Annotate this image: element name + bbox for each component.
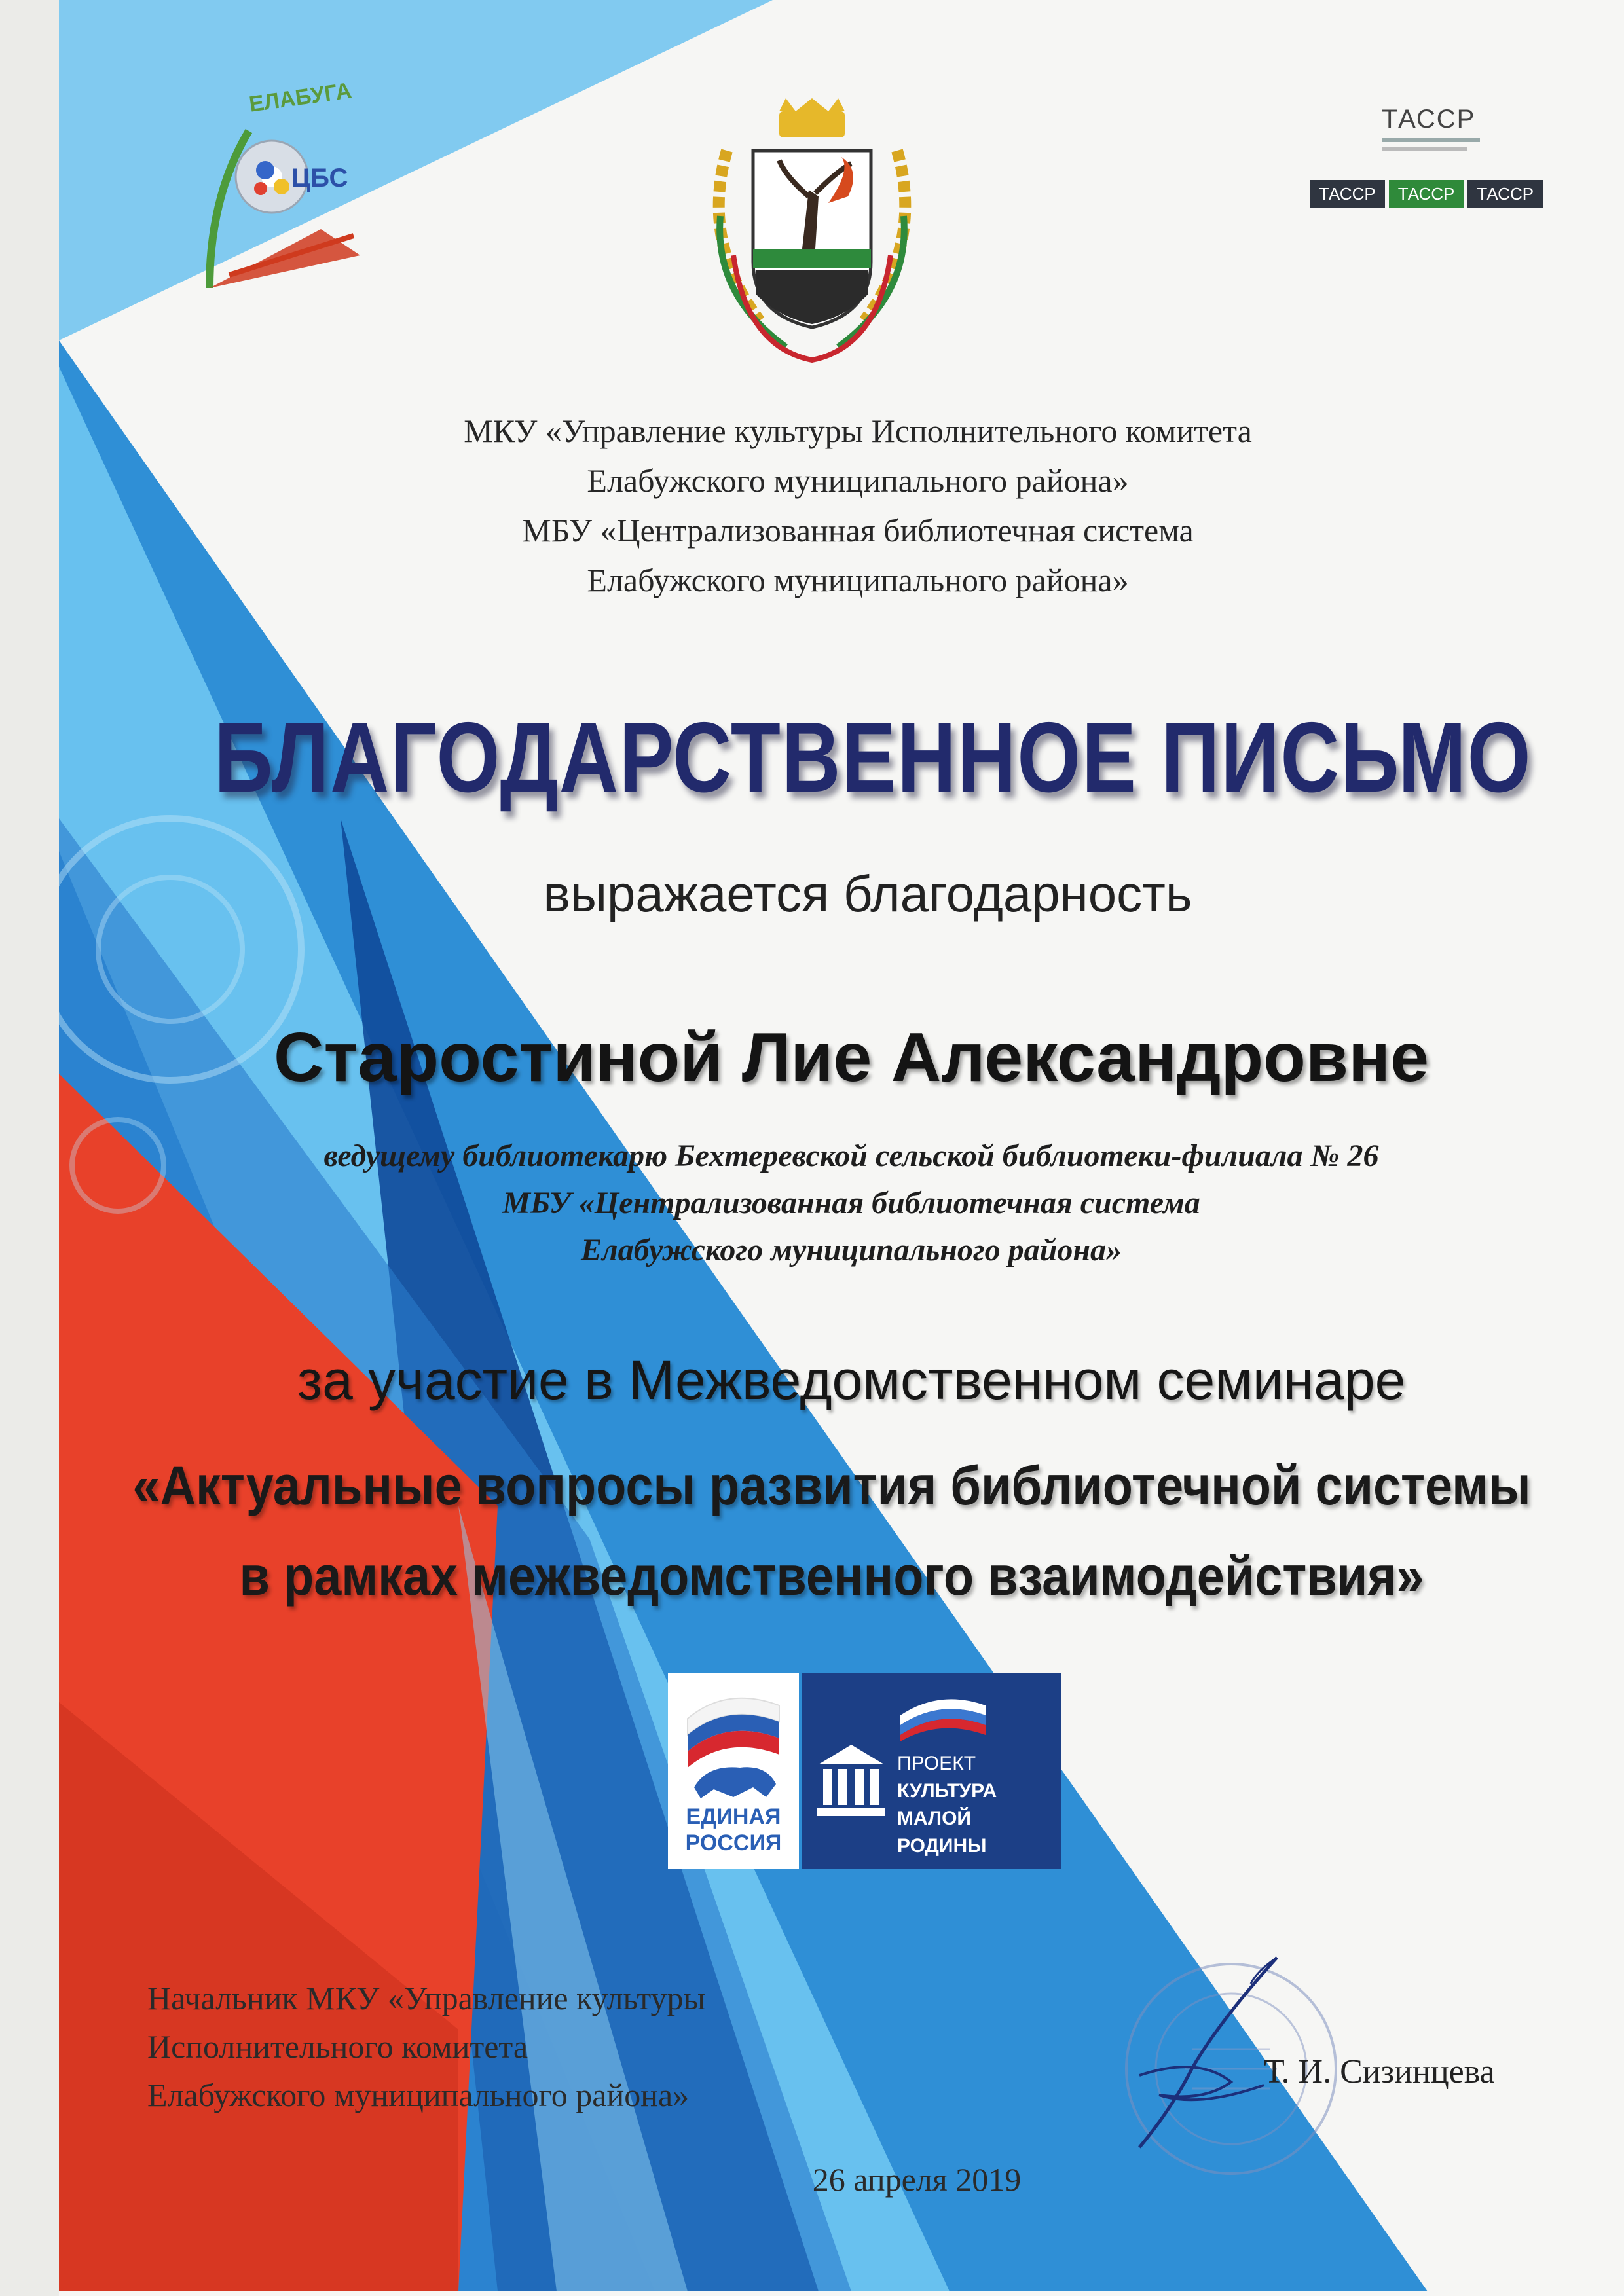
seminar-line: «Актуальные вопросы развития библиотечной системы — [132, 1455, 1531, 1516]
recipient-name: Старостиной Лие Александровне — [273, 1019, 1430, 1096]
header-organizations — [196, 406, 1519, 605]
library-logo-label: ЕЛАБУГА — [248, 78, 354, 117]
position-line: ведущему библиотекарю Бехтеревской сельской библиотеки-филиала № 26 — [323, 1139, 1379, 1173]
signer-role-line: Елабужского муниципального района» — [147, 2077, 690, 2113]
certificate-date: 26 апреля 2019 — [812, 2161, 1022, 2198]
coat-of-arms-icon — [688, 98, 936, 380]
project-logo — [668, 1673, 1061, 1869]
position-line: Елабужского муниципального района» — [580, 1233, 1122, 1267]
header-line: Елабужского муниципального района» — [587, 562, 1129, 598]
recipient-position — [131, 1133, 1572, 1274]
signer-role-line: Исполнительного комитета — [147, 2028, 528, 2065]
header-line: Елабужского муниципального района» — [587, 462, 1129, 499]
project-name-line: КУЛЬТУРА — [897, 1780, 997, 1802]
seminar-line: в рамках межведомственного взаимодействия» — [239, 1545, 1424, 1607]
project-name-line: МАЛОЙ РОДИНЫ — [897, 1808, 987, 1857]
signer-role-line: Начальник МКУ «Управление культуры — [147, 1980, 706, 2016]
party-flag-bear-icon — [668, 1673, 799, 1804]
project-flag-icon — [894, 1689, 992, 1741]
tasser-tag: ТАССР — [1389, 180, 1464, 208]
signer-role — [147, 1974, 705, 2119]
tasser-tag: ТАССР — [1310, 180, 1385, 208]
party-name-line: ЕДИНАЯ — [686, 1804, 781, 1829]
project-label: ПРОЕКТ — [897, 1753, 976, 1774]
party-logo-panel — [668, 1673, 799, 1869]
tasser-tags — [1310, 180, 1543, 208]
party-name-line: РОССИЯ — [685, 1831, 782, 1855]
library-logo-letters: ЦБС — [291, 164, 348, 192]
header-line: МБУ «Централизованная библиотечная система — [522, 512, 1194, 549]
header-line: МКУ «Управление культуры Исполнительного комитета — [464, 412, 1252, 449]
tasser-tag: ТАССР — [1467, 180, 1543, 208]
tasser-caption-line — [1382, 147, 1467, 151]
project-logo-panel — [802, 1673, 1061, 1869]
certificate-title: БЛАГОДАРСТВЕННОЕ ПИСЬМО — [214, 702, 1532, 813]
certificate-subtitle: выражается благодарность — [543, 865, 1192, 922]
seminar-title — [130, 1440, 1533, 1621]
position-line: МБУ «Централизованная библиотечная система — [502, 1186, 1200, 1220]
tasser-caption-line — [1382, 138, 1480, 142]
tasser-logo — [1382, 105, 1480, 151]
signer-name: Т. И. Сизинцева — [1264, 2053, 1495, 2090]
tasser-main-label: ТАССР — [1382, 105, 1476, 134]
award-reason: за участие в Межведомственном семинаре — [297, 1349, 1406, 1411]
museum-building-icon — [815, 1741, 887, 1820]
